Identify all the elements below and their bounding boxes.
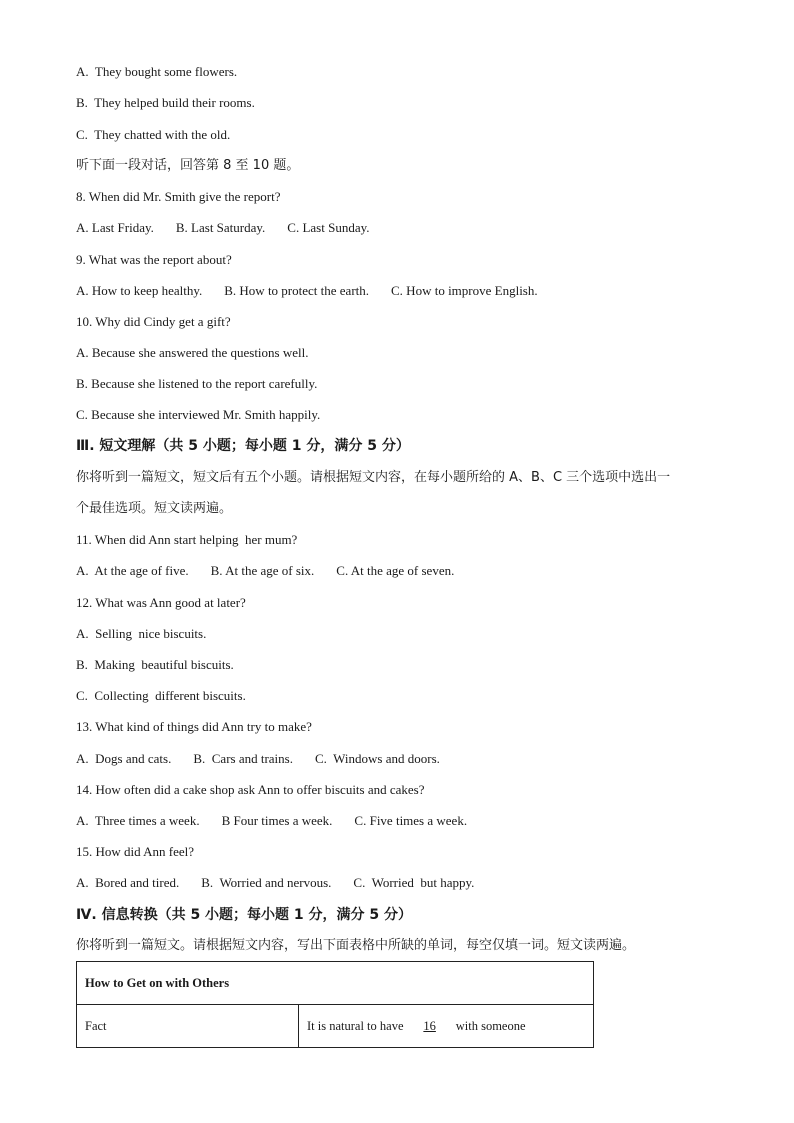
question-line: 14. How often did a cake shop ask Ann to offer biscuits and cakes? <box>76 782 425 797</box>
question-line: 9. What was the report about? <box>76 252 232 267</box>
question-line: A. Selling nice biscuits. <box>76 626 207 641</box>
instruction-text: 听下面一段对话，回答第 8 至 10 题。 <box>76 158 300 173</box>
blank-16[interactable]: 16 <box>423 1018 436 1033</box>
answer-option: B. Worried and nervous. <box>201 875 332 890</box>
instruction-text: 个最佳选项。短文读两遍。 <box>76 501 233 516</box>
question-line <box>76 875 474 891</box>
question-line: 8. When did Mr. Smith give the report? <box>76 189 281 204</box>
answer-option: C. How to improve English. <box>391 283 538 298</box>
question-line: B. Because she listened to the report carefully. <box>76 376 318 391</box>
answer-option: A. Three times a week. <box>76 813 200 828</box>
row-text-before: It is natural to have <box>307 1018 407 1033</box>
answer-option: B Four times a week. <box>221 813 333 828</box>
answer-option: B. Last Saturday. <box>175 220 266 235</box>
question-line: C. Because she interviewed Mr. Smith happily. <box>76 407 321 422</box>
section-heading: Ⅲ. 短文理解（共 5 小题；每小题 1 分，满分 5 分） <box>76 438 410 454</box>
question-line: C. They chatted with the old. <box>76 127 231 142</box>
instruction-text: 你将听到一篇短文。请根据短文内容，写出下面表格中所缺的单词，每空仅填一词。短文读两遍。 <box>76 938 636 953</box>
answer-option: C. At the age of seven. <box>336 563 455 578</box>
answer-option: B. How to protect the earth. <box>224 283 370 298</box>
question-line: 15. How did Ann feel? <box>76 844 195 859</box>
row-label-fact: Fact <box>77 1005 299 1048</box>
answer-option: C. Worried but happy. <box>353 875 475 890</box>
question-line: A. They bought some flowers. <box>76 64 238 79</box>
question-line: A. Because she answered the questions well. <box>76 345 309 360</box>
question-line: 12. What was Ann good at later? <box>76 595 246 610</box>
row-text-after: with someone <box>452 1018 526 1033</box>
question-line: 13. What kind of things did Ann try to make? <box>76 719 312 734</box>
answer-option: C. Last Sunday. <box>287 220 370 235</box>
table-title: How to Get on with Others <box>77 962 594 1005</box>
question-line <box>76 220 370 236</box>
question-line: B. They helped build their rooms. <box>76 95 255 110</box>
question-line: B. Making beautiful biscuits. <box>76 657 234 672</box>
answer-option: A. How to keep healthy. <box>76 283 203 298</box>
answer-option: B. Cars and trains. <box>193 751 293 766</box>
answer-option: C. Windows and doors. <box>314 751 440 766</box>
answer-option: C. Five times a week. <box>354 813 468 828</box>
question-line <box>76 813 467 829</box>
instruction-text: 你将听到一篇短文，短文后有五个小题。请根据短文内容，在每小题所给的 A、B、C 三个选项中选出一 <box>76 470 671 485</box>
table-header-row <box>77 962 594 1005</box>
question-line <box>76 751 440 767</box>
question-line <box>76 283 538 299</box>
answer-option: A. Last Friday. <box>76 220 154 235</box>
info-transfer-table <box>76 961 594 1048</box>
question-line: 10. Why did Cindy get a gift? <box>76 314 231 329</box>
question-line: 11. When did Ann start helping her mum? <box>76 532 298 547</box>
row-content <box>299 1005 594 1048</box>
table-row <box>77 1005 594 1048</box>
question-line <box>76 563 454 579</box>
answer-option: A. Bored and tired. <box>76 875 180 890</box>
answer-option: A. At the age of five. <box>76 563 189 578</box>
answer-option: A. Dogs and cats. <box>76 751 172 766</box>
section-heading: Ⅳ. 信息转换（共 5 小题；每小题 1 分，满分 5 分） <box>76 907 413 923</box>
answer-option: B. At the age of six. <box>210 563 315 578</box>
question-line: C. Collecting different biscuits. <box>76 688 246 703</box>
